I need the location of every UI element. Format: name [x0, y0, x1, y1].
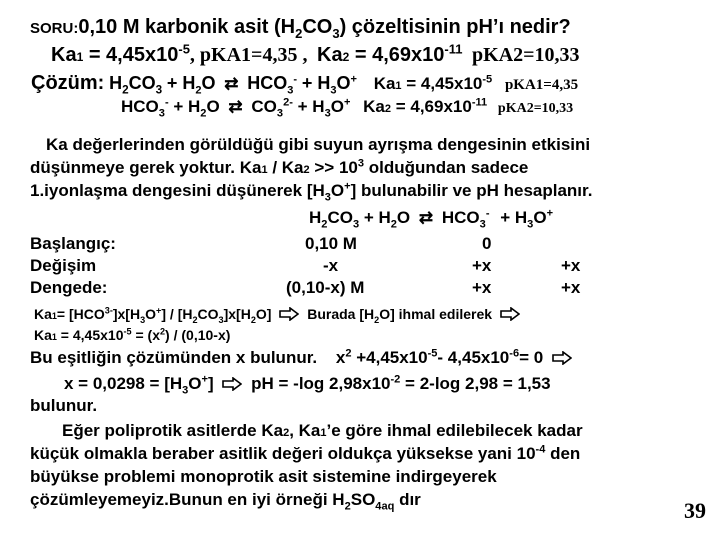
page-number: 39 — [684, 498, 706, 523]
paragraph-2-line-1: Eğer poliprotik asitlerde Ka2, Ka1’e göre ihmal edilebilecek kadar — [62, 421, 583, 440]
ice-row-equilibrium-hydronium: +x — [561, 278, 581, 297]
ice-row-equilibrium-bicarbonate: +x — [472, 278, 492, 297]
paragraph-1-line-1: Ka değerlerinden görüldüğü gibi suyun ayrışma dengesinin etkisini — [46, 135, 591, 154]
question-text: 0,10 M karbonik asit $(H_2CO_3)$ çözeltisinin pH’ı nedir? — [78, 16, 571, 41]
equilibrium-arrow-icon: ⇄ — [228, 97, 243, 116]
solution-equation-1: Çözüm: $H_2CO_3 + H_2O$ ⇄ $HCO_3^- + H_3O^+$ $Ka1 = 4,45x10^{-5}$ pKA1=4,35 — [31, 72, 579, 97]
pointing-arrow-icon — [222, 377, 242, 391]
solve-line-2: $x = 0,0298 = [H_3O^+]$ pH = -log $2,98x10^{-2} = 2-\log$ 2,98 = 1,53 — [64, 373, 551, 397]
ka-expression-line-2: $Ka1 = 4,45x10^{-5} = (x^2) / (0,10-x)$ — [34, 326, 231, 343]
solve-line-1: Bu eşitliğin çözümünden x bulunur. $x^2 +4,45x10^{-5}-$ $4,45x10^{-6}= 0$ — [30, 348, 576, 368]
paragraph-2-line-4: çözümleyemeyiz.Bunun en iyi örneği $H_2SO_{4aq}$ dır — [30, 490, 421, 513]
ice-table-equation: $H_2CO_3 + H_2O$ ⇄ $HCO_3^- + H_3O^+$ — [309, 207, 554, 231]
ice-row-label-change: Değişim — [30, 256, 97, 275]
ice-row-label-initial: Başlangıç: — [30, 234, 116, 253]
paragraph-1-line-3: 1.iyonlaşma dengesini düşünerek $[H_3O^+]$ bulunabilir ve pH hesaplanır. — [30, 180, 593, 204]
pointing-arrow-icon — [552, 351, 572, 365]
ice-row-label-equilibrium: Dengede: — [30, 278, 108, 297]
equilibrium-arrow-icon: ⇄ — [224, 74, 239, 93]
paragraph-2-line-2: küçük olmakla beraber asitlik değeri oldukça yüksekse yani $10^{-4}$ den — [30, 443, 581, 463]
ice-row-change-bicarbonate: +x — [472, 256, 492, 275]
ice-row-equilibrium-acid: (0,10-x) M — [286, 278, 365, 297]
question-line — [30, 17, 571, 39]
ice-row-initial-acid: 0,10 M — [305, 234, 357, 253]
pointing-arrow-icon — [279, 307, 299, 321]
ice-row-initial-ion: 0 — [482, 234, 492, 253]
ice-row-change-hydronium: +x — [561, 256, 581, 275]
ka-expression-line-1: $Ka1= [HCO^{3-}]x[H_3O^+] / [H_2CO_3]x[H_2O]$ Burada $[H_2O]$ ihmal edilerek — [34, 304, 524, 326]
ice-row-change-acid: -x — [323, 256, 339, 275]
solve-line-3: bulunur. — [30, 396, 98, 415]
equilibrium-arrow-icon: ⇄ — [418, 208, 434, 227]
pointing-arrow-icon — [500, 307, 520, 321]
paragraph-2-line-3: büyükse problemi monoprotik asit sistemine indirgeyerek — [30, 467, 497, 486]
solution-label: Çözüm: — [31, 72, 105, 94]
question-label: SORU: — [30, 20, 79, 37]
constants-line: $Ka1 = 4,45x10^{-5}$, pKA1=4,35 , $Ka2 = 4,69x10^{-11}$ pKA2=10,33 — [51, 41, 580, 66]
solution-equation-2: $HCO_3^- + H_2O$ ⇄ $CO_3^{2-} + H_3O^+$ $Ka2 = 4,69x10^{-11}$ pKA2=10,33 — [121, 96, 574, 120]
paragraph-1-line-2: düşünmeye gerek yoktur. $Ka1 / Ka2 >> 10^3$ olduğundan sadece — [30, 157, 529, 177]
